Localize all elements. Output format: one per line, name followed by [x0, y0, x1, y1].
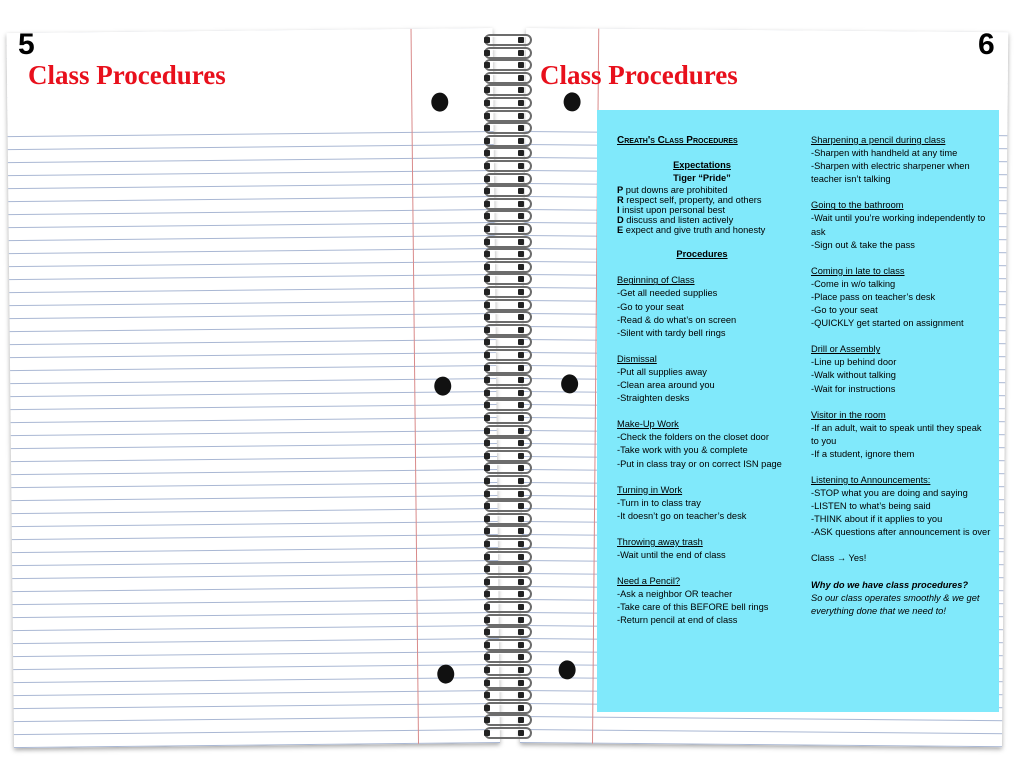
procedure-step: -Sharpen with handheld at any time [811, 148, 958, 159]
spiral-coil [484, 374, 532, 386]
procedure-section-heading: Make-Up Work [617, 419, 679, 430]
spiral-coil [484, 525, 532, 537]
procedure-step: -If a student, ignore them [811, 448, 915, 459]
expectation-letter: P [617, 185, 624, 196]
procedure-section-heading: Need a Pencil? [617, 576, 681, 587]
procedure-step: -Ask a neighbor OR teacher [617, 589, 733, 600]
procedure-section-heading: Listening to Announcements: [811, 474, 931, 485]
procedures-heading: Procedures [676, 249, 728, 260]
spiral-coil [484, 84, 532, 96]
right-page-number: 6 [978, 28, 995, 61]
spiral-coil [484, 412, 532, 424]
procedure-step: -ASK questions after announcement is over [811, 527, 991, 538]
panel-title: Creath's Class Procedures [617, 135, 738, 146]
procedure-step: -If an adult, wait to speak until they speak to you [811, 422, 982, 446]
spiral-coil [484, 47, 532, 59]
left-page-number: 5 [18, 28, 35, 61]
spiral-coil [484, 286, 532, 298]
expectation-item [617, 205, 787, 215]
procedure-section-heading: Coming in late to class [811, 265, 905, 276]
procedure-section-heading: Visitor in the room [811, 409, 886, 420]
spiral-coil [484, 551, 532, 563]
spiral-coil [484, 626, 532, 638]
procedure-step: -Wait until you’re working independently to ask [811, 213, 986, 237]
procedure-step: -Go to your seat [811, 305, 878, 316]
procedure-step: -Clean area around you [617, 380, 715, 391]
spiral-coil [484, 576, 532, 588]
procedure-step: -QUICKLY get started on assignment [811, 318, 964, 329]
procedure-section-heading: Turning in Work [617, 484, 683, 495]
procedure-section [617, 418, 787, 483]
expectation-text: respect self, property, and others [623, 195, 762, 206]
expectation-item [617, 195, 787, 205]
procedure-step: -Line up behind door [811, 357, 897, 368]
binder-hole [561, 374, 578, 393]
expectation-text: put downs are prohibited [623, 185, 728, 196]
spiral-coil [484, 475, 532, 487]
spiral-coil [484, 147, 532, 159]
spiral-coil [484, 185, 532, 197]
spiral-coil [484, 689, 532, 701]
left-page-title: Class Procedures [28, 60, 226, 90]
expectation-letter: I [617, 205, 620, 216]
spiral-coil [484, 122, 532, 134]
procedure-section [617, 484, 787, 536]
margin-line [411, 29, 419, 744]
spiral-coil [484, 399, 532, 411]
spiral-coil [484, 299, 532, 311]
expectation-letter: R [617, 195, 624, 206]
binder-hole [559, 660, 576, 679]
spiral-coil [484, 59, 532, 71]
spiral-coil [484, 210, 532, 222]
spiral-coil [484, 727, 532, 739]
procedure-section [811, 474, 991, 552]
panel-column-right [811, 134, 991, 618]
binder-hole [434, 376, 451, 395]
procedure-step: -STOP what you are doing and saying [811, 488, 968, 499]
spiral-binding [478, 34, 534, 746]
procedure-section [811, 409, 991, 474]
spiral-coil [484, 614, 532, 626]
procedure-step: -It doesn’t go on teacher’s desk [617, 510, 747, 521]
spiral-coil [484, 450, 532, 462]
binder-hole [431, 93, 448, 112]
spiral-coil [484, 273, 532, 285]
spiral-coil [484, 110, 532, 122]
procedure-step: -Straighten desks [617, 393, 690, 404]
procedure-section-heading: Drill or Assembly [811, 344, 881, 355]
procedures-panel [597, 110, 999, 712]
spiral-coil [484, 362, 532, 374]
procedure-section [811, 265, 991, 343]
spiral-coil [484, 488, 532, 500]
expectation-letter: D [617, 215, 624, 226]
spiral-coil [484, 198, 532, 210]
right-page-title: Class Procedures [540, 60, 738, 90]
procedure-section [617, 575, 787, 640]
procedure-step: -Read & do what’s on screen [617, 314, 737, 325]
spiral-coil [484, 72, 532, 84]
spiral-coil [484, 160, 532, 172]
procedure-step: -LISTEN to what’s being said [811, 501, 931, 512]
spiral-coil [484, 651, 532, 663]
procedure-section-heading: Dismissal [617, 353, 657, 364]
panel-column-left [617, 134, 787, 640]
spiral-coil [484, 538, 532, 550]
procedure-step: -Go to your seat [617, 301, 684, 312]
spiral-coil [484, 714, 532, 726]
procedure-section [617, 353, 787, 418]
spiral-coil [484, 349, 532, 361]
spiral-coil [484, 248, 532, 260]
expectation-item [617, 225, 787, 235]
procedure-sections-left [617, 274, 787, 640]
spiral-coil [484, 462, 532, 474]
expectation-text: expect and give truth and honesty [623, 225, 766, 236]
spiral-coil [484, 135, 532, 147]
spiral-coil [484, 223, 532, 235]
procedure-section-heading: Sharpening a pencil during class [811, 135, 946, 145]
procedure-section-heading: Going to the bathroom [811, 200, 904, 211]
procedure-step: -Sign out & take the pass [811, 239, 915, 250]
procedure-step: -Place pass on teacher’s desk [811, 291, 936, 302]
expectation-item [617, 185, 787, 195]
spiral-coil [484, 677, 532, 689]
spiral-coil [484, 311, 532, 323]
spiral-coil [484, 261, 532, 273]
binder-hole [437, 664, 454, 683]
procedure-step: -Sharpen with electric sharpener when teacher isn’t talking [811, 161, 970, 185]
why-answer: So our class operates smoothly & we get everything done that we need to! [811, 592, 980, 616]
spiral-coil [484, 664, 532, 676]
procedure-step: -Return pencil at end of class [617, 615, 738, 626]
spiral-coil [484, 324, 532, 336]
spiral-coil [484, 236, 532, 248]
procedure-section [617, 536, 787, 575]
procedure-step: -Put in class tray or on correct ISN page [617, 458, 782, 469]
why-question: Why do we have class procedures? [811, 579, 969, 590]
procedure-section [617, 274, 787, 352]
procedure-step: -Take work with you & complete [617, 445, 748, 456]
spiral-coil [484, 97, 532, 109]
procedure-sections-right [811, 134, 991, 552]
procedure-section [811, 343, 991, 408]
spiral-coil [484, 425, 532, 437]
procedure-section [811, 134, 991, 199]
spiral-coil [484, 513, 532, 525]
spiral-coil [484, 563, 532, 575]
procedure-step: -Check the folders on the closet door [617, 432, 769, 443]
procedure-step: -Wait until the end of class [617, 549, 726, 560]
spiral-coil [484, 34, 532, 46]
expectation-text: insist upon personal best [619, 205, 726, 216]
expectations-list [617, 185, 787, 235]
procedure-section [811, 199, 991, 264]
expectation-item [617, 215, 787, 225]
spiral-coil [484, 601, 532, 613]
spiral-coil [484, 387, 532, 399]
left-notebook-page [7, 28, 500, 748]
spiral-coil [484, 173, 532, 185]
procedure-step: -Take care of this BEFORE bell rings [617, 602, 769, 613]
expectation-letter: E [617, 225, 624, 236]
procedure-section-heading: Throwing away trash [617, 536, 703, 547]
spiral-coil [484, 500, 532, 512]
spiral-coil [484, 588, 532, 600]
procedure-step: -Turn in to class tray [617, 497, 701, 508]
spiral-coil [484, 702, 532, 714]
class-yes-callout: Class → Yes! [811, 553, 867, 564]
spiral-coil [484, 336, 532, 348]
expectations-subheading: Tiger “Pride” [673, 173, 731, 184]
expectation-text: discuss and listen actively [623, 215, 734, 226]
procedure-step: -Silent with tardy bell rings [617, 327, 726, 338]
procedure-step: -Wait for instructions [811, 383, 896, 394]
procedure-step: -THINK about if it applies to you [811, 514, 943, 525]
procedure-step: -Walk without talking [811, 370, 896, 381]
spiral-coil [484, 437, 532, 449]
procedure-section-heading: Beginning of Class [617, 275, 695, 286]
procedure-step: -Come in w/o talking [811, 278, 896, 289]
expectations-heading: Expectations [673, 160, 731, 171]
procedure-step: -Put all supplies away [617, 366, 707, 377]
procedure-step: -Get all needed supplies [617, 288, 718, 299]
binder-hole [564, 92, 581, 111]
spiral-coil [484, 639, 532, 651]
